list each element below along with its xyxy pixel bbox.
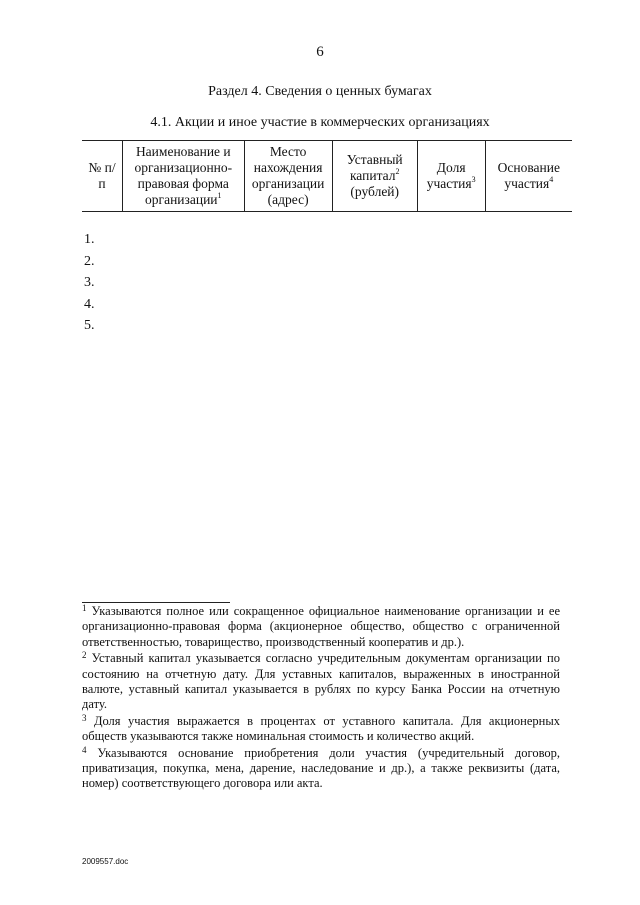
table-row: 3. <box>84 275 95 290</box>
col-header-basis: Основание участия$^4$ <box>485 141 572 212</box>
col-header-share: Доля участия$^3$ <box>417 141 485 212</box>
col-header-location: Место нахождения организации (адрес) <box>244 141 332 212</box>
footnotes <box>82 604 560 793</box>
footnote-separator <box>82 602 230 603</box>
footnote: $^2$ Уставный капитал указывается согласно учредительным документам организации по состоянию на отчетную дату. Для уставных капиталов, выраженных в иностранной валюте, уставный капитал указывается в рублях по курсу Банка России на отчетную дату. <box>82 650 560 712</box>
section-title: Раздел 4. Сведения о ценных бумагах <box>208 84 432 99</box>
table-header-row <box>82 141 572 212</box>
table-row: 5. <box>84 318 95 333</box>
table-row: 1. <box>84 232 95 247</box>
col-header-number: № п/п <box>82 141 123 212</box>
securities-table <box>82 140 572 212</box>
footnote: $^3$ Доля участия выражается в процентах от уставного капитала. Для акционерных обществ указываются также номинальная стоимость и количество акций. <box>82 712 560 744</box>
table-rows <box>84 229 95 337</box>
footnote: $^4$ Указываются основание приобретения доли участия (учредительный договор, приватизация, покупка, мена, дарение, наследование и др.), а также реквизиты (дата, номер) соответствующего договора или акта. <box>82 744 561 791</box>
page-number: 6 <box>316 44 324 60</box>
col-header-organization-name: Наименование и организационно-правовая форма организации$^1$ <box>123 141 244 212</box>
table-row: 2. <box>84 253 95 269</box>
subsection-title: 4.1. Акции и иное участие в коммерческих организациях <box>150 115 490 130</box>
table-row: 4. <box>84 296 95 312</box>
file-name: 2009557.doc <box>82 857 129 866</box>
footnote: $^1$ Указываются полное или сокращенное официальное наименование организации и ее организационно-правовая форма (акционерное общество, общество с ограниченной ответственностью, товарищество, производственный кооператив и др.). <box>82 603 561 649</box>
col-header-charter-capital: Уставный капитал$^2$ (рублей) <box>332 141 417 212</box>
